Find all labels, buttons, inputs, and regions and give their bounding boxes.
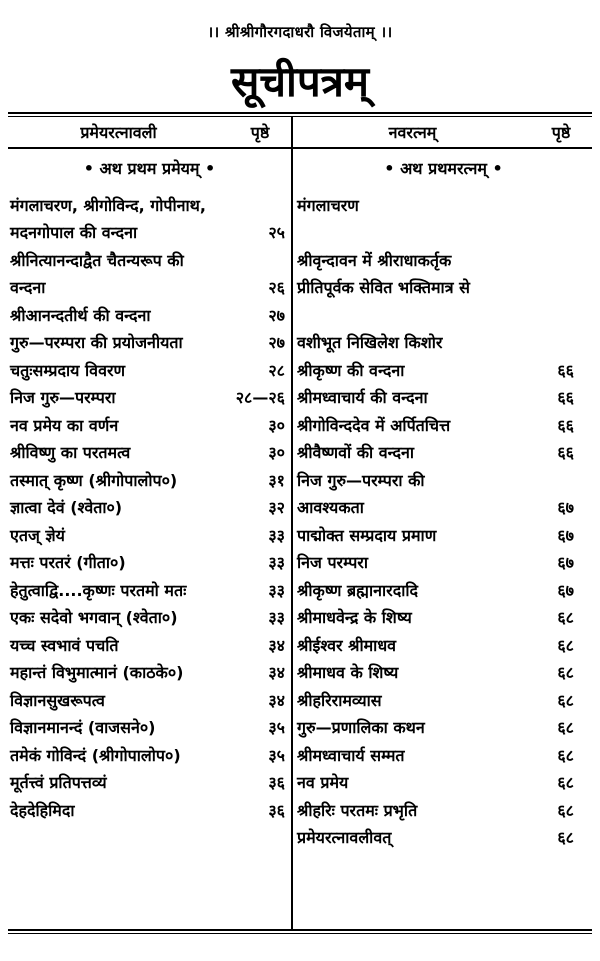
index-entry — [295, 576, 592, 604]
index-entry — [295, 631, 592, 659]
left-column-header — [8, 116, 291, 147]
entry-page: ६८ — [557, 800, 574, 820]
entry-title: मदनगोपाल की वन्दना — [10, 223, 138, 243]
entry-page: ६६ — [557, 360, 574, 380]
entry-page: २५ — [268, 223, 285, 243]
entry-page: ३६ — [268, 773, 285, 793]
index-entry — [295, 796, 592, 824]
entry-title: गुरु—प्रणालिका कथन — [297, 718, 425, 738]
index-entry — [295, 411, 592, 439]
index-entry — [295, 439, 592, 467]
entry-page: ३५ — [268, 718, 285, 738]
index-entry — [8, 384, 291, 412]
entry-page: २८ — [268, 360, 285, 380]
entry-page: ३३ — [268, 525, 285, 545]
index-entry — [295, 219, 592, 247]
entry-page: ६८ — [557, 718, 574, 738]
entry-title: श्रीआनन्दतीर्थ की वन्दना — [10, 305, 151, 325]
index-entry — [8, 521, 291, 549]
index-entry — [295, 494, 592, 522]
table-bottom-rule — [8, 929, 592, 931]
entry-page: ६८ — [557, 773, 574, 793]
index-entry — [295, 604, 592, 632]
index-entry — [295, 769, 592, 797]
entry-title: मूर्तत्त्वं प्रतिपत्तव्यं — [10, 773, 107, 793]
entry-page: ६८ — [557, 663, 574, 683]
index-entry — [295, 686, 592, 714]
entry-page: ६८ — [557, 745, 574, 765]
entry-page: ३० — [268, 443, 285, 463]
entry-title: श्रीहरिरामव्यास — [297, 690, 382, 710]
index-entry — [295, 521, 592, 549]
table-bottom-rule-inner — [8, 933, 592, 934]
entry-title: नव प्रमेय का वर्णन — [10, 415, 119, 435]
entry-page: ६६ — [557, 443, 574, 463]
index-entry — [8, 219, 291, 247]
entry-page: ३२ — [268, 498, 285, 518]
index-entry — [295, 659, 592, 687]
entry-page: ३५ — [268, 745, 285, 765]
index-entry — [8, 604, 291, 632]
index-entry — [8, 631, 291, 659]
entry-title: आवश्यकता — [297, 498, 364, 518]
index-entry — [8, 576, 291, 604]
entry-title: वन्दना — [10, 278, 46, 298]
index-entry — [8, 329, 291, 357]
entry-page: ३४ — [268, 663, 285, 683]
entry-title: मंगलाचरण, श्रीगोविन्द, गोपीनाथ, — [10, 195, 206, 215]
entry-title: निज गुरु—परम्परा — [10, 388, 116, 408]
right-entries — [295, 191, 592, 851]
entry-page: ६८ — [557, 635, 574, 655]
entry-title: श्रीविष्णु का परतमत्व — [10, 443, 131, 463]
entry-page: ३१ — [268, 470, 285, 490]
entry-page: ३३ — [268, 608, 285, 628]
entry-title: देहदेहिमिदा — [10, 800, 75, 820]
entry-title: श्रीकृष्ण ब्रह्मानारदादि — [297, 580, 418, 600]
entry-title: पाद्मोक्त सम्प्रदाय प्रमाण — [297, 525, 437, 545]
entry-title: श्रीहरिः परतमः प्रभृति — [297, 800, 418, 820]
entry-title: मंगलाचरण — [297, 195, 359, 215]
right-header-name: नवरत्नम् — [388, 122, 437, 142]
entry-page: ३३ — [268, 553, 285, 573]
index-entry — [8, 246, 291, 274]
left-entries — [8, 191, 291, 824]
entry-title: श्रीमाधव के शिष्य — [297, 663, 399, 683]
entry-title: महान्तं विभुमात्मानं (काठके०) — [10, 663, 184, 683]
index-entry — [8, 494, 291, 522]
entry-title: श्रीमध्वाचार्य की वन्दना — [297, 388, 428, 408]
left-header-page: पृष्ठे — [250, 122, 270, 142]
entry-page: २६ — [268, 278, 285, 298]
index-entry — [8, 356, 291, 384]
index-entry — [295, 466, 592, 494]
page-title: सूचीपत्रम् — [230, 57, 370, 106]
right-header-page: पृष्ठे — [551, 122, 571, 142]
entry-title: वशीभूत निखिलेश किशोर — [297, 333, 443, 353]
entry-title: चतुःसम्प्रदाय विवरण — [10, 360, 126, 380]
index-entry — [295, 246, 592, 274]
entry-page: ३४ — [268, 690, 285, 710]
entry-page: ३० — [268, 415, 285, 435]
entry-title: श्रीमध्वाचार्य सम्मत — [297, 745, 405, 765]
right-column — [295, 116, 592, 851]
entry-page: २८—२६ — [235, 388, 285, 408]
entry-title: श्रीवृन्दावन में श्रीराधाकर्तृक — [297, 250, 452, 270]
left-section-heading: • अथ प्रथम प्रमेयम् • — [83, 159, 216, 178]
index-entry — [295, 191, 592, 219]
index-entry — [295, 741, 592, 769]
index-entry — [295, 301, 592, 329]
entry-title: तमेकं गोविन्दं (श्रीगोपालोप०) — [10, 745, 181, 765]
entry-page: ३३ — [268, 580, 285, 600]
entry-title: श्रीवैष्णवों की वन्दना — [297, 443, 415, 463]
entry-title: श्रीईश्वर श्रीमाधव — [297, 635, 397, 655]
right-section-heading: • अथ प्रथमरत्नम् • — [384, 159, 503, 178]
index-entry — [295, 274, 592, 302]
index-entry — [8, 411, 291, 439]
entry-title: ज्ञात्वा देवं (श्वेता०) — [10, 498, 123, 518]
entry-title: गुरु—परम्परा की प्रयोजनीयता — [10, 333, 183, 353]
entry-title: विज्ञानमानन्दं (वाजसने०) — [10, 718, 156, 738]
index-entry — [8, 769, 291, 797]
index-entry — [295, 714, 592, 742]
right-column-header — [295, 116, 592, 147]
left-header-name: प्रमेयरत्नावली — [80, 122, 157, 142]
index-entry — [8, 274, 291, 302]
index-entry — [295, 384, 592, 412]
invocation-line: ।। श्रीश्रीगौरगदाधरौ विजयेताम् ।। — [207, 23, 393, 41]
index-entry — [8, 549, 291, 577]
entry-page: ३६ — [268, 800, 285, 820]
index-entry — [295, 329, 592, 357]
index-entry — [8, 686, 291, 714]
index-entry — [8, 659, 291, 687]
table-top-rule — [8, 112, 592, 114]
left-column — [8, 116, 291, 824]
entry-title: श्रीनित्यानन्दाद्वैत चैतन्यरूप की — [10, 250, 184, 270]
index-entry — [295, 356, 592, 384]
entry-title: हेतुत्वाद्वि....कृष्णः परतमो मतः — [10, 580, 187, 600]
entry-page: ६८ — [557, 828, 574, 848]
index-entry — [8, 439, 291, 467]
index-entry — [295, 824, 592, 852]
index-entry — [8, 466, 291, 494]
entry-title: श्रीमाधवेन्द्र के शिष्य — [297, 608, 412, 628]
entry-page: ६८ — [557, 690, 574, 710]
index-entry — [8, 796, 291, 824]
index-entry — [295, 549, 592, 577]
entry-page: ६६ — [557, 415, 574, 435]
entry-page: ६६ — [557, 388, 574, 408]
entry-page: २७ — [268, 305, 285, 325]
entry-title: तस्मात् कृष्ण (श्रीगोपालोप०) — [10, 470, 178, 490]
entry-page: ६७ — [557, 580, 574, 600]
entry-page: ६७ — [557, 553, 574, 573]
entry-page: २७ — [268, 333, 285, 353]
column-divider — [291, 116, 293, 931]
entry-title: एतज् ज्ञेयं — [10, 525, 65, 545]
entry-title: एकः सदेवो भगवान् (श्वेता०) — [10, 608, 178, 628]
entry-title: नव प्रमेय — [297, 773, 349, 793]
entry-title: यच्च स्वभावं पचति — [10, 635, 119, 655]
entry-title: प्रमेयरत्नावलीवत् — [297, 828, 392, 848]
entry-title: प्रीतिपूर्वक सेवित भक्तिमात्र से — [297, 278, 470, 298]
entry-title: श्रीकृष्ण की वन्दना — [297, 360, 405, 380]
entry-page: ६७ — [557, 498, 574, 518]
index-entry — [8, 741, 291, 769]
entry-page: ६७ — [557, 525, 574, 545]
index-entry — [8, 301, 291, 329]
entry-title: मत्तः परतरं (गीता०) — [10, 553, 126, 573]
entry-title: विज्ञानसुखरूपत्व — [10, 690, 105, 710]
entry-title: श्रीगोविन्ददेव में अर्पितचित्त — [297, 415, 451, 435]
entry-page: ३४ — [268, 635, 285, 655]
index-entry — [8, 191, 291, 219]
entry-title: निज गुरु—परम्परा की — [297, 470, 425, 490]
index-entry — [8, 714, 291, 742]
entry-page: ६८ — [557, 608, 574, 628]
entry-title: निज परम्परा — [297, 553, 368, 573]
